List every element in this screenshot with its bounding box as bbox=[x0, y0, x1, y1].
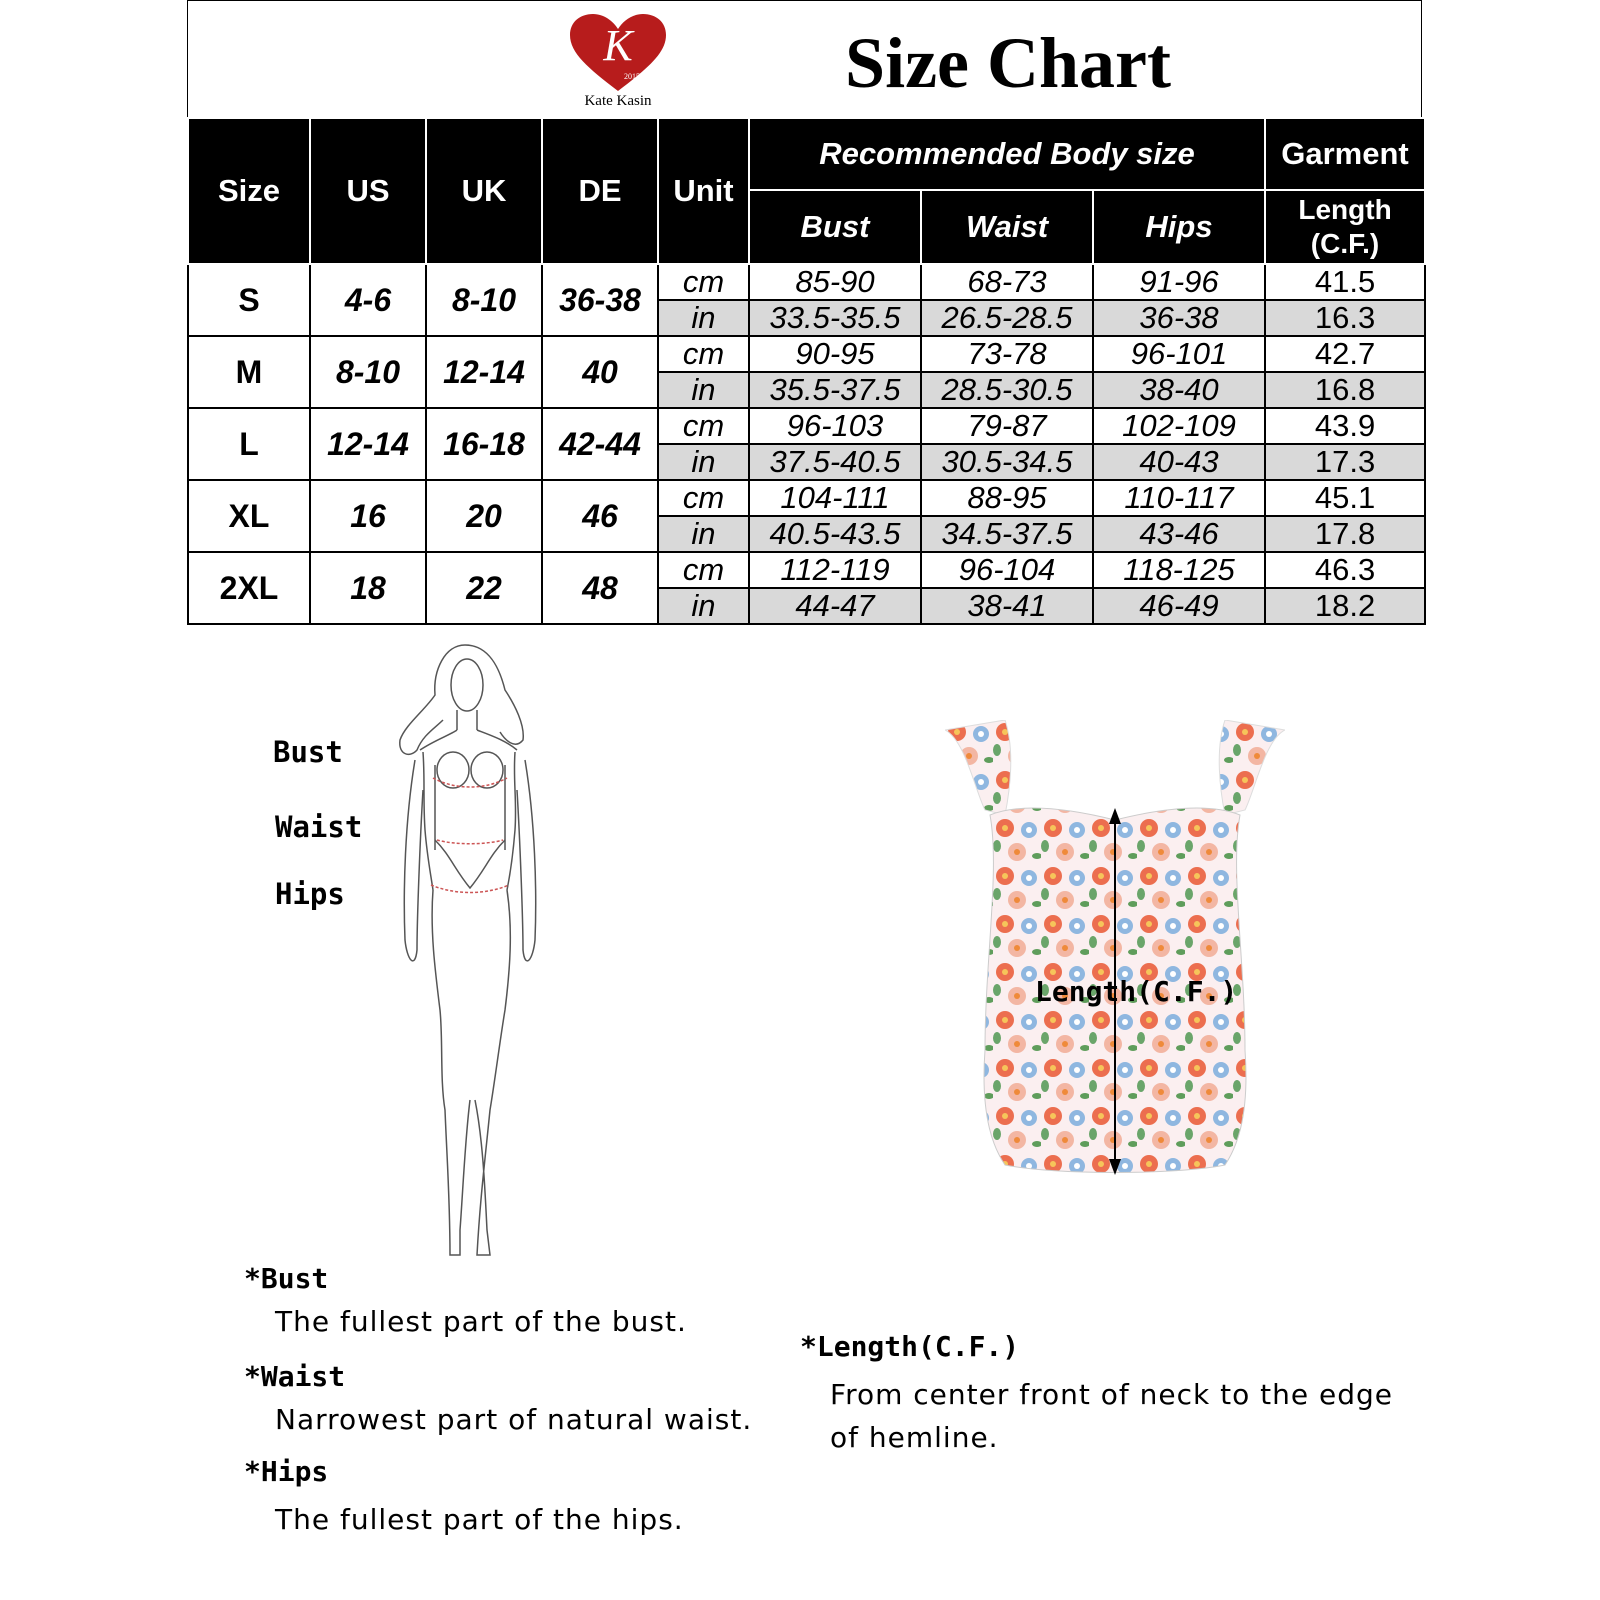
chart-header bbox=[187, 0, 1422, 117]
unit-cell: in bbox=[658, 372, 749, 408]
uk-cell: 8-10 bbox=[426, 264, 542, 336]
uk-cell: 20 bbox=[426, 480, 542, 552]
length-cell: 17.3 bbox=[1265, 444, 1425, 480]
length-cell: 46.3 bbox=[1265, 552, 1425, 588]
body-figure-illustration bbox=[395, 640, 545, 1280]
note-length-text-2: of hemline. bbox=[830, 1421, 999, 1454]
note-hips-title: *Hips bbox=[244, 1455, 329, 1488]
length-cell: 43.9 bbox=[1265, 408, 1425, 444]
waist-cell: 88-95 bbox=[921, 480, 1093, 516]
hips-cell: 38-40 bbox=[1093, 372, 1265, 408]
bust-cell: 85-90 bbox=[749, 264, 921, 300]
garment-illustration bbox=[945, 720, 1285, 1195]
us-cell: 12-14 bbox=[310, 408, 426, 480]
waist-cell: 68-73 bbox=[921, 264, 1093, 300]
table-row bbox=[188, 336, 1425, 372]
bust-cell: 44-47 bbox=[749, 588, 921, 624]
length-cell: 42.7 bbox=[1265, 336, 1425, 372]
figure-label-waist: Waist bbox=[275, 810, 363, 844]
unit-cell: in bbox=[658, 300, 749, 336]
bust-cell: 96-103 bbox=[749, 408, 921, 444]
hips-cell: 102-109 bbox=[1093, 408, 1265, 444]
size-table bbox=[187, 117, 1426, 625]
length-cell: 17.8 bbox=[1265, 516, 1425, 552]
size-chart bbox=[187, 0, 1424, 627]
header-size: Size bbox=[188, 118, 310, 264]
unit-cell: cm bbox=[658, 336, 749, 372]
note-bust-title: *Bust bbox=[244, 1262, 329, 1295]
header-recommended: Recommended Body size bbox=[749, 118, 1265, 190]
waist-cell: 34.5-37.5 bbox=[921, 516, 1093, 552]
header-length-line1: Length bbox=[1298, 194, 1392, 225]
length-cell: 16.8 bbox=[1265, 372, 1425, 408]
unit-cell: cm bbox=[658, 408, 749, 444]
size-cell: XL bbox=[188, 480, 310, 552]
bust-cell: 37.5-40.5 bbox=[749, 444, 921, 480]
header-uk: UK bbox=[426, 118, 542, 264]
header-waist: Waist bbox=[921, 190, 1093, 264]
bust-cell: 90-95 bbox=[749, 336, 921, 372]
uk-cell: 12-14 bbox=[426, 336, 542, 408]
waist-cell: 26.5-28.5 bbox=[921, 300, 1093, 336]
header-garment: Garment bbox=[1265, 118, 1425, 190]
de-cell: 42-44 bbox=[542, 408, 658, 480]
header-hips: Hips bbox=[1093, 190, 1265, 264]
note-waist-title: *Waist bbox=[244, 1360, 346, 1393]
unit-cell: in bbox=[658, 444, 749, 480]
size-cell: M bbox=[188, 336, 310, 408]
length-cell: 45.1 bbox=[1265, 480, 1425, 516]
header-length-line2: (C.F.) bbox=[1310, 228, 1380, 259]
bust-cell: 40.5-43.5 bbox=[749, 516, 921, 552]
unit-cell: cm bbox=[658, 552, 749, 588]
note-bust-text: The fullest part of the bust. bbox=[275, 1305, 687, 1338]
size-cell: S bbox=[188, 264, 310, 336]
figure-label-bust: Bust bbox=[273, 735, 343, 769]
heart-logo-icon bbox=[568, 13, 668, 93]
brand-name: Kate Kasin bbox=[584, 93, 652, 109]
us-cell: 8-10 bbox=[310, 336, 426, 408]
unit-cell: in bbox=[658, 516, 749, 552]
table-row bbox=[188, 552, 1425, 588]
hips-cell: 96-101 bbox=[1093, 336, 1265, 372]
hips-cell: 91-96 bbox=[1093, 264, 1265, 300]
waist-cell: 79-87 bbox=[921, 408, 1093, 444]
uk-cell: 16-18 bbox=[426, 408, 542, 480]
hips-cell: 43-46 bbox=[1093, 516, 1265, 552]
note-hips-text: The fullest part of the hips. bbox=[275, 1503, 684, 1536]
figure-label-hips: Hips bbox=[275, 877, 345, 911]
unit-cell: cm bbox=[658, 264, 749, 300]
header-bust: Bust bbox=[749, 190, 921, 264]
note-waist-text: Narrowest part of natural waist. bbox=[275, 1403, 753, 1436]
uk-cell: 22 bbox=[426, 552, 542, 624]
unit-cell: in bbox=[658, 588, 749, 624]
garment-length-label: Length(C.F.) bbox=[1035, 975, 1238, 1008]
waist-cell: 30.5-34.5 bbox=[921, 444, 1093, 480]
waist-cell: 28.5-30.5 bbox=[921, 372, 1093, 408]
header-us: US bbox=[310, 118, 426, 264]
note-length-title: *Length(C.F.) bbox=[800, 1330, 1020, 1363]
de-cell: 46 bbox=[542, 480, 658, 552]
waist-cell: 38-41 bbox=[921, 588, 1093, 624]
us-cell: 18 bbox=[310, 552, 426, 624]
length-cell: 41.5 bbox=[1265, 264, 1425, 300]
header-length bbox=[1265, 190, 1425, 264]
de-cell: 40 bbox=[542, 336, 658, 408]
table-row bbox=[188, 264, 1425, 300]
size-cell: L bbox=[188, 408, 310, 480]
us-cell: 16 bbox=[310, 480, 426, 552]
arrow-up-icon bbox=[1109, 808, 1121, 824]
hips-cell: 110-117 bbox=[1093, 480, 1265, 516]
page-title: Size Chart bbox=[845, 23, 1171, 103]
waist-cell: 73-78 bbox=[921, 336, 1093, 372]
header-unit: Unit bbox=[658, 118, 749, 264]
hips-cell: 40-43 bbox=[1093, 444, 1265, 480]
hips-cell: 118-125 bbox=[1093, 552, 1265, 588]
note-length-text-1: From center front of neck to the edge bbox=[830, 1378, 1393, 1411]
de-cell: 48 bbox=[542, 552, 658, 624]
size-cell: 2XL bbox=[188, 552, 310, 624]
table-row bbox=[188, 480, 1425, 516]
length-cell: 16.3 bbox=[1265, 300, 1425, 336]
unit-cell: cm bbox=[658, 480, 749, 516]
brand-logo bbox=[568, 13, 668, 113]
hips-cell: 46-49 bbox=[1093, 588, 1265, 624]
us-cell: 4-6 bbox=[310, 264, 426, 336]
hips-cell: 36-38 bbox=[1093, 300, 1265, 336]
header-de: DE bbox=[542, 118, 658, 264]
bust-cell: 35.5-37.5 bbox=[749, 372, 921, 408]
bust-cell: 33.5-35.5 bbox=[749, 300, 921, 336]
waist-cell: 96-104 bbox=[921, 552, 1093, 588]
logo-letter: K bbox=[603, 21, 633, 70]
bust-cell: 104-111 bbox=[749, 480, 921, 516]
table-row bbox=[188, 408, 1425, 444]
length-cell: 18.2 bbox=[1265, 588, 1425, 624]
bust-cell: 112-119 bbox=[749, 552, 921, 588]
logo-year: 2015 bbox=[624, 72, 640, 81]
de-cell: 36-38 bbox=[542, 264, 658, 336]
